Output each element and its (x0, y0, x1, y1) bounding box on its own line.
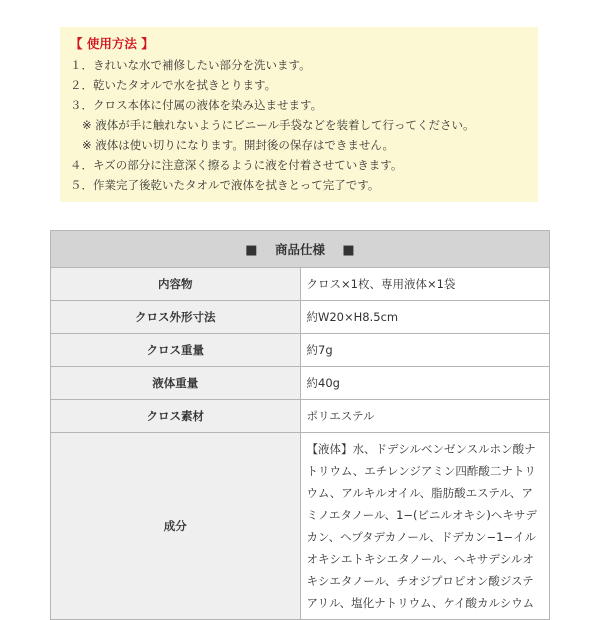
usage-step-3: ３．クロス本体に付属の液体を染み込ませます。 (70, 98, 323, 112)
spec-label: 成分 (51, 433, 301, 620)
usage-note-1: ※ 液体が手に触れないようにビニール手袋などを装着して行ってください。 (82, 118, 475, 132)
usage-step-1: １．きれいな水で補修したい部分を洗います。 (70, 58, 311, 72)
usage-step-5: ５．作業完了後乾いたタオルで液体を拭きとって完了です。 (70, 178, 380, 192)
table-row (51, 400, 550, 433)
spec-table-header (51, 231, 550, 268)
product-spec-table (50, 230, 550, 620)
spec-label: 内容物 (51, 268, 301, 301)
square-mark-icon: ■ (342, 243, 355, 258)
spec-label: 液体重量 (51, 367, 301, 400)
spec-label: クロス重量 (51, 334, 301, 367)
usage-instructions-box (60, 27, 538, 202)
spec-value: 約40g (300, 367, 550, 400)
spec-label: クロス外形寸法 (51, 301, 301, 334)
table-row (51, 268, 550, 301)
spec-table-title: 商品仕様 (274, 242, 325, 257)
usage-title: 【 使用方法 】 (70, 36, 154, 51)
table-row (51, 334, 550, 367)
spec-value: 【液体】水、ドデシルベンゼンスルホン酸ナトリウム、エチレンジアミン四酢酸二ナトリウム、アルキルオイル、脂肪酸エステル、アミノエタノール、1−(ビニルオキシ)ヘキサデカン、ヘプタデカノール、ドデカン−1−イルオキシエトキシエタノール、ヘキサデシルオキシエタノール、チオジプロピオン酸ジステアリル、塩化ナトリウム、ケイ酸カルシウム (300, 433, 550, 620)
spec-label: クロス素材 (51, 400, 301, 433)
table-row (51, 433, 550, 620)
usage-note-2: ※ 液体は使い切りになります。開封後の保存はできません。 (82, 138, 395, 152)
spec-value: 約W20×H8.5cm (300, 301, 550, 334)
usage-step-2: ２．乾いたタオルで水を拭きとります。 (70, 78, 277, 92)
spec-value: 約7g (300, 334, 550, 367)
square-mark-icon: ■ (245, 243, 258, 258)
spec-value: ポリエステル (300, 400, 550, 433)
spec-value: クロス×1枚、専用液体×1袋 (300, 268, 550, 301)
table-row (51, 367, 550, 400)
table-row (51, 301, 550, 334)
usage-step-4: ４．キズの部分に注意深く擦るように液を付着させていきます。 (70, 158, 403, 172)
